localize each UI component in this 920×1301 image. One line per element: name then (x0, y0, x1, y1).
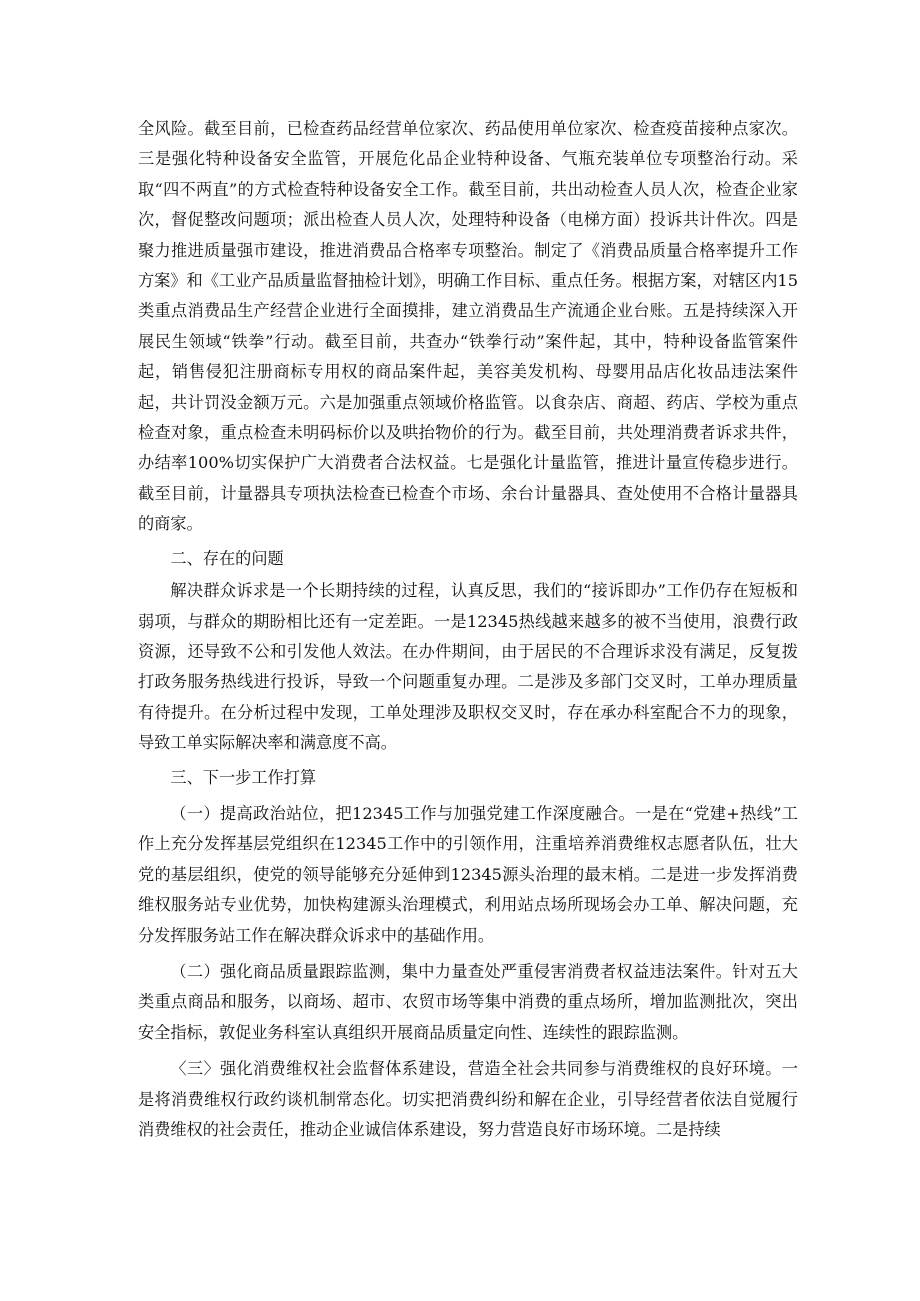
paragraph-continued: 全风险。截至目前，已检查药品经营单位家次、药品使用单位家次、检查疫苗接种点家次。三是强化特种设备安全监管，开展危化品企业特种设备、气瓶充装单位专项整治行动。采取“四不两直”的方式检查特种设备安全工作。截至目前，共出动检查人员人次，检查企业家次，督促整改问题项；派出检查人员人次，处理特种设备（电梯方面）投诉共计件次。四是聚力推进质量强市建设，推进消费品合格率专项整治。制定了《消费品质量合格率提升工作方案》和《工业产品质量监督抽检计划》，明确工作目标、重点任务。根据方案，对辖区内15类重点消费品生产经营企业进行全面摸排，建立消费品生产流通企业台账。五是持续深入开展民生领域“铁拳”行动。截至目前，共查办“铁拳行动”案件起，其中，特种设备监管案件起，销售侵犯注册商标专用权的商品案件起，美容美发机构、母婴用品店化妆品违法案件起，共计罚没金额万元。六是加强重点领域价格监管。以食杂店、商超、药店、学校为重点检查对象，重点检查未明码标价以及哄抬物价的行为。截至目前，共处理消费者诉求共件，办结率100%切实保护广大消费者合法权益。七是强化计量监管，推进计量宣传稳步进行。截至目前，计量器具专项执法检查已检查个市场、余台计量器具、查处使用不合格计量器具的商家。 (138, 119, 798, 534)
paragraph-next-steps-3: 〈三〉强化消费维权社会监督体系建设，营造全社会共同参与消费维权的良好环境。一是将消费维权行政约谈机制常态化。切实把消费纠纷和解在企业，引导经营者依法自觉履行消费维权的社会责任，推动企业诚信体系建设，努力营造良好市场环境。二是持续 (138, 1059, 798, 1139)
paragraph-next-steps-2: （二）强化商品质量跟踪监测，集中力量查处严重侵害消费者权益违法案件。针对五大类重点商品和服务，以商场、超市、农贸市场等集中消费的重点场所，增加监测批次，突出安全指标，敦促业务科室认真组织开展商品质量定向性、连续性的跟踪监测。 (138, 961, 798, 1042)
section-heading-next-steps: 三、下一步工作打算 (170, 767, 317, 787)
paragraph-next-steps-1: （一）提高政治站位，把12345工作与加强党建工作深度融合。一是在“党建+热线”工作上充分发挥基层党组织在12345工作中的引领作用，注重培养消费维权志愿者队伍，壮大党的基层组织，使党的领导能够充分延伸到12345源头治理的最末梢。二是进一步发挥消费维权服务站专业优势，加快构建源头治理模式，利用站点场所现场会办工单、解决问题，充分发挥服务站工作在解决群众诉求中的基础作用。 (138, 803, 798, 945)
paragraph-problems: 解决群众诉求是一个长期持续的过程，认真反思，我们的“接诉即办”工作仍存在短板和弱项，与群众的期盼相比还有一定差距。一是12345热线越来越多的被不当使用，浪费行政资源，还导致不公和引发他人效法。在办件期间，由于居民的不合理诉求没有满足，反复拨打政务服务热线进行投诉，导致一个问题重复办理。二是涉及多部门交叉时，工单办理质量有待提升。在分析过程中发现，工单处理涉及职权交叉时，存在承办科室配合不力的现象，导致工单实际解决率和满意度不高。 (138, 581, 798, 753)
section-heading-problems: 二、存在的问题 (170, 548, 284, 568)
document-page (138, 114, 798, 1145)
